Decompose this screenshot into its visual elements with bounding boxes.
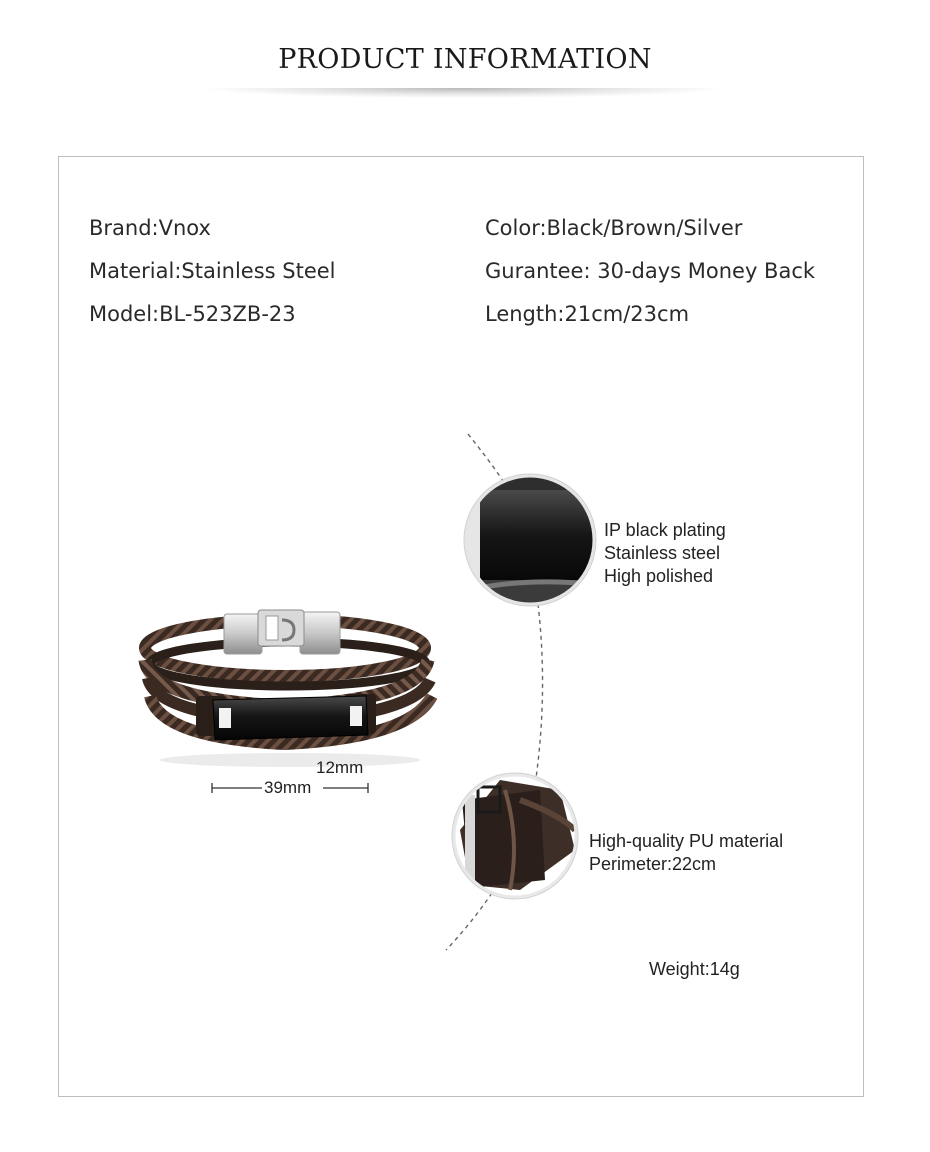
leather-callout (589, 830, 783, 876)
plate-detail-image (460, 470, 610, 620)
weight-label: Weight:14g (649, 959, 740, 979)
spec-color: Color:Black/Brown/Silver (485, 216, 743, 240)
dimension-height-label: 12mm (316, 758, 364, 777)
callout-line: Stainless steel (604, 543, 721, 563)
spec-brand: Brand:Vnox (89, 216, 211, 240)
spec-material: Material:Stainless Steel (89, 259, 336, 283)
dimension-width-label: 39mm (264, 778, 312, 797)
spec-length: Length:21cm/23cm (485, 302, 690, 326)
callout-line: High-quality PU material (589, 831, 784, 851)
bracelet-image (145, 610, 432, 767)
connector-line (446, 893, 492, 950)
leather-detail-image (450, 770, 580, 900)
page-title: PRODUCT INFORMATION (278, 44, 652, 75)
spec-guarantee: Gurantee: 30-days Money Back (485, 259, 816, 283)
spec-model: Model:BL-523ZB-23 (89, 302, 296, 326)
callout-line: High polished (604, 566, 714, 586)
connector-line (536, 604, 543, 778)
callout-line: IP black plating (604, 520, 726, 540)
callout-line: Perimeter:22cm (589, 854, 717, 874)
plate-callout (604, 519, 726, 588)
